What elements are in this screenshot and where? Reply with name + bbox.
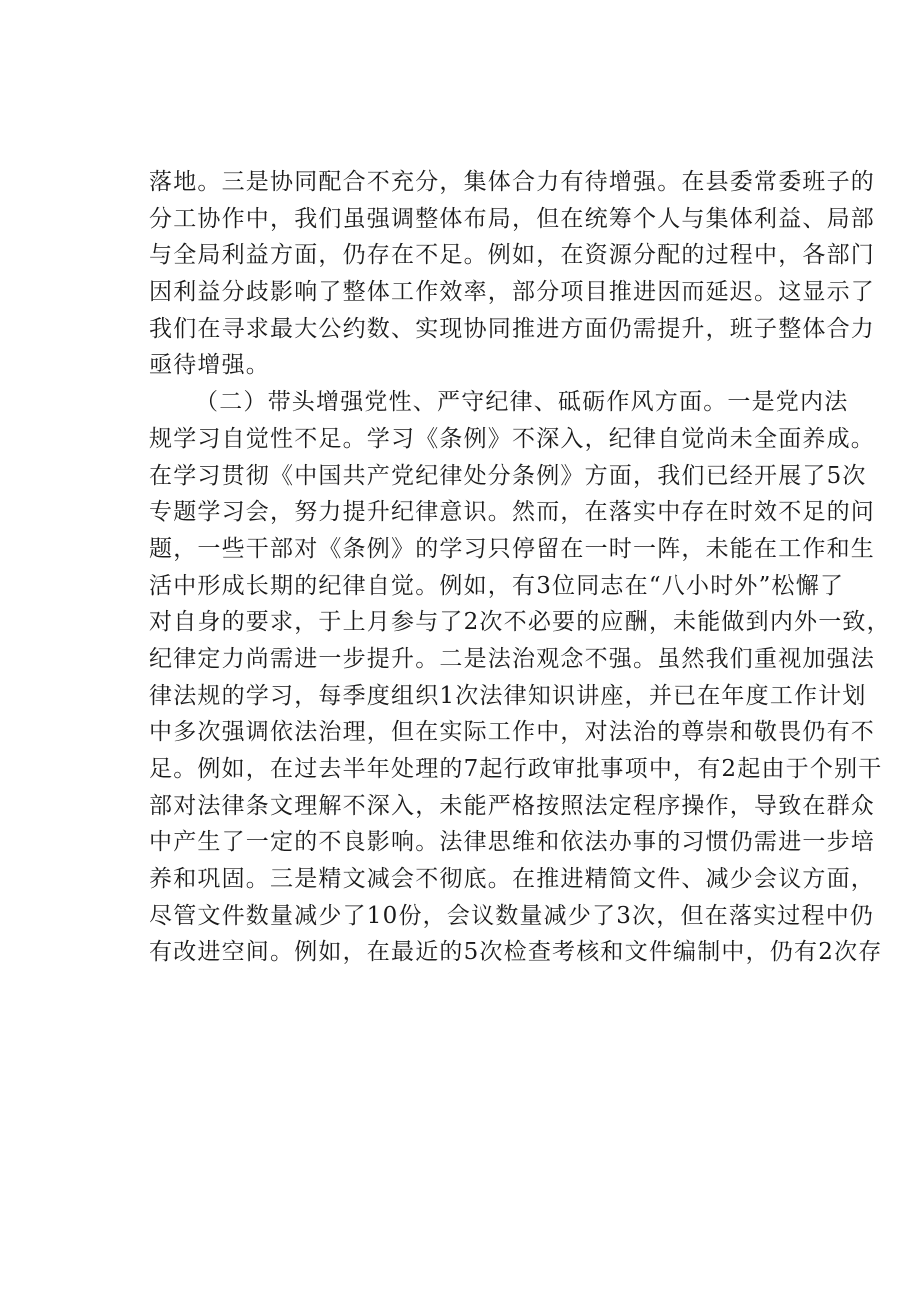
text-line: 我们在寻求最大公约数、实现协同推进方面仍需提升，班子整体合力 bbox=[149, 315, 875, 342]
text-line: 分工协作中，我们虽强调整体布局，但在统筹个人与集体利益、局部 bbox=[149, 205, 875, 232]
text-line: 纪律定力尚需进一步提升。二是法治观念不强。虽然我们重视加强法 bbox=[149, 645, 875, 672]
document-body bbox=[149, 164, 891, 971]
text-line: 因利益分歧影响了整体工作效率，部分项目推进因而延迟。这显示了 bbox=[149, 279, 875, 306]
text-line: 对自身的要求，于上月参与了2次不必要的应酬，未能做到内外一致， bbox=[149, 609, 891, 636]
text-line: 题，一些干部对《条例》的学习只停留在一时一阵，未能在工作和生 bbox=[149, 535, 875, 562]
text-line: 部对法律条文理解不深入，未能严格按照法定程序操作，导致在群众 bbox=[149, 792, 875, 819]
text-line: 有改进空间。例如，在最近的5次检查考核和文件编制中，仍有2次存 bbox=[149, 939, 883, 966]
text-line: 专题学习会，努力提升纪律意识。然而，在落实中存在时效不足的问 bbox=[149, 499, 875, 526]
text-line: 足。例如，在过去半年处理的7起行政审批事项中，有2起由于个别干 bbox=[149, 756, 883, 782]
text-line: 养和巩固。三是精文减会不彻底。在推进精简文件、减少会议方面， bbox=[149, 866, 875, 893]
text-line: 规学习自觉性不足。学习《条例》不深入，纪律自觉尚未全面养成。 bbox=[149, 425, 875, 452]
text-line: 与全局利益方面，仍存在不足。例如，在资源分配的过程中，各部门 bbox=[149, 242, 875, 269]
text-line: 中多次强调依法治理，但在实际工作中，对法治的尊崇和敬畏仍有不 bbox=[149, 719, 875, 746]
text-line: 中产生了一定的不良影响。法律思维和依法办事的习惯仍需进一步培 bbox=[149, 829, 875, 856]
text-line: 律法规的学习，每季度组织1次法律知识讲座，并已在年度工作计划 bbox=[149, 682, 867, 709]
text-line: 尽管文件数量减少了10份，会议数量减少了3次，但在落实过程中仍 bbox=[149, 902, 875, 929]
text-line: （二）带头增强党性、严守纪律、砥砺作风方面。一是党内法 bbox=[195, 389, 849, 416]
text-line: 落地。三是协同配合不充分，集体合力有待增强。在县委常委班子的 bbox=[149, 169, 875, 195]
text-line: 亟待增强。 bbox=[149, 352, 270, 379]
text-line: 在学习贯彻《中国共产党纪律处分条例》方面，我们已经开展了5次 bbox=[149, 462, 867, 489]
text-line: 活中形成长期的纪律自觉。例如，有3位同志在“八小时外”松懈了 bbox=[149, 572, 845, 599]
